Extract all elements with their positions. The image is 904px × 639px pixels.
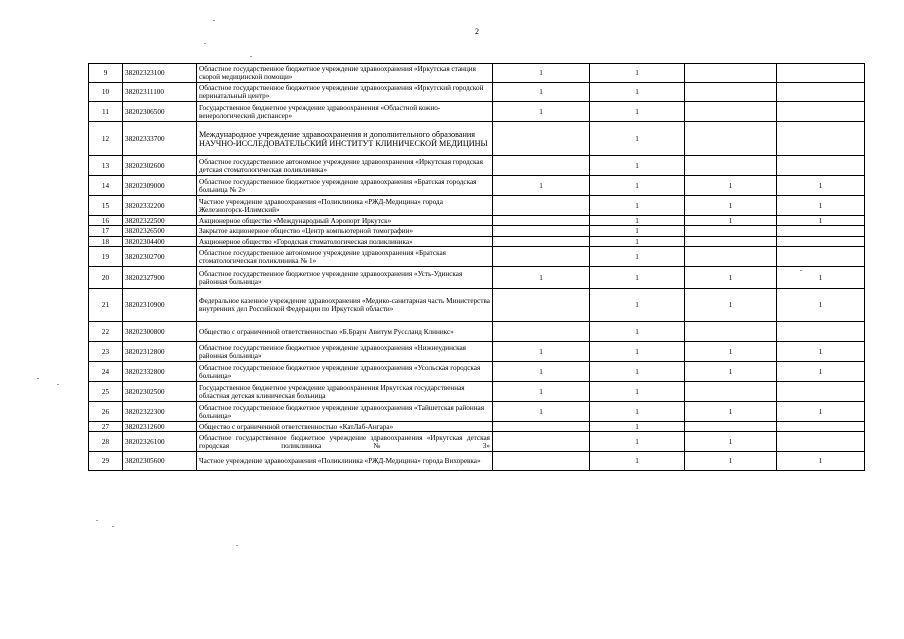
table-row (89, 226, 865, 237)
mark-cell-1: 1 (493, 267, 590, 289)
mark-cell-1 (493, 247, 590, 267)
mark-cell-4: 1 (777, 196, 865, 216)
mark-cell-4 (777, 432, 865, 452)
row-number-cell: 25 (89, 382, 123, 402)
row-number-cell: 21 (89, 289, 123, 322)
mark-cell-4: 1 (777, 176, 865, 196)
org-name-cell: Частное учреждение здравоохранения «Поликлиника «РЖД-Медицина» города Вихоревка» (197, 452, 493, 471)
org-code-cell: 38202332800 (123, 362, 197, 382)
mark-cell-3 (685, 83, 777, 102)
mark-cell-4: 1 (777, 342, 865, 362)
mark-cell-1: 1 (493, 102, 590, 122)
org-code-cell: 38202312600 (123, 422, 197, 432)
table-row (89, 247, 865, 267)
table-row (89, 267, 865, 289)
mark-cell-3: 1 (685, 432, 777, 452)
org-name-cell: Закрытое акционерное общество «Центр компьютерной томографии» (197, 226, 493, 237)
mark-cell-3: 1 (685, 402, 777, 422)
mark-cell-3 (685, 422, 777, 432)
mark-cell-1 (493, 289, 590, 322)
mark-cell-1: 1 (493, 402, 590, 422)
mark-cell-4 (777, 83, 865, 102)
table-row (89, 237, 865, 247)
mark-cell-1 (493, 122, 590, 156)
mark-cell-2: 1 (590, 289, 685, 322)
mark-cell-3 (685, 102, 777, 122)
table-row (89, 83, 865, 102)
table-row (89, 402, 865, 422)
mark-cell-4 (777, 64, 865, 83)
mark-cell-2: 1 (590, 267, 685, 289)
mark-cell-2: 1 (590, 342, 685, 362)
mark-cell-4: 1 (777, 289, 865, 322)
org-code-cell: 38202332200 (123, 196, 197, 216)
row-number-cell: 14 (89, 176, 123, 196)
mark-cell-4: 1 (777, 452, 865, 471)
mark-cell-1: 1 (493, 362, 590, 382)
table-row (89, 196, 865, 216)
org-code-cell: 38202326100 (123, 432, 197, 452)
mark-cell-3 (685, 156, 777, 176)
org-code-cell: 38202322300 (123, 402, 197, 422)
org-name-cell: Областное государственное бюджетное учреждение здравоохранения «Братская городская больница № 2» (197, 176, 493, 196)
page-number: 2 (475, 27, 479, 36)
table-row (89, 322, 865, 342)
row-number-cell: 15 (89, 196, 123, 216)
registry-table (88, 63, 865, 471)
row-number-cell: 16 (89, 216, 123, 226)
mark-cell-3 (685, 247, 777, 267)
org-name-cell: Областное государственное бюджетное учреждение здравоохранения «Тайшетская районная больница» (197, 402, 493, 422)
table-row (89, 216, 865, 226)
mark-cell-2: 1 (590, 322, 685, 342)
mark-cell-4: 1 (777, 362, 865, 382)
org-name-cell: Областное государственное автономное учреждение здравоохранения «Братская стоматологическая поликлиника № 1» (197, 247, 493, 267)
mark-cell-4 (777, 156, 865, 176)
org-code-cell: 38202327900 (123, 267, 197, 289)
org-code-cell: 38202306500 (123, 102, 197, 122)
row-number-cell: 23 (89, 342, 123, 362)
org-name-cell: Акционерное общество «Международный Аэропорт Иркутск» (197, 216, 493, 226)
org-code-cell: 38202326500 (123, 226, 197, 237)
mark-cell-4: 1 (777, 267, 865, 289)
org-name-cell: Акционерное общество «Городская стоматологическая поликлиника» (197, 237, 493, 247)
row-number-cell: 17 (89, 226, 123, 237)
org-name-cell: Областное государственное бюджетное учреждение здравоохранения «Иркутский городской перинатальный центр» (197, 83, 493, 102)
table-row (89, 422, 865, 432)
org-name-cell: Государственное бюджетное учреждение здравоохранения «Областной кожно-венерологический диспансер» (197, 102, 493, 122)
mark-cell-2: 1 (590, 216, 685, 226)
mark-cell-3: 1 (685, 176, 777, 196)
mark-cell-3 (685, 322, 777, 342)
table-row (89, 452, 865, 471)
mark-cell-3: 1 (685, 342, 777, 362)
mark-cell-4: 1 (777, 216, 865, 226)
org-code-cell: 38202322500 (123, 216, 197, 226)
mark-cell-4 (777, 382, 865, 402)
mark-cell-3 (685, 122, 777, 156)
mark-cell-4 (777, 237, 865, 247)
mark-cell-2: 1 (590, 196, 685, 216)
mark-cell-2: 1 (590, 422, 685, 432)
org-name-cell: Общество с ограниченной ответственностью «Б.Браун Авитум Руссланд Клиникс» (197, 322, 493, 342)
mark-cell-1: 1 (493, 83, 590, 102)
mark-cell-2: 1 (590, 402, 685, 422)
mark-cell-1 (493, 422, 590, 432)
org-code-cell: 38202311100 (123, 83, 197, 102)
mark-cell-2: 1 (590, 64, 685, 83)
mark-cell-2: 1 (590, 122, 685, 156)
org-name-cell: Частное учреждение здравоохранения «Поликлиника «РЖД-Медицина» города Железногорск-Илимский» (197, 196, 493, 216)
mark-cell-1: 1 (493, 342, 590, 362)
mark-cell-2: 1 (590, 226, 685, 237)
table-row (89, 156, 865, 176)
mark-cell-4 (777, 422, 865, 432)
mark-cell-4 (777, 322, 865, 342)
row-number-cell: 12 (89, 122, 123, 156)
mark-cell-3: 1 (685, 216, 777, 226)
org-code-cell: 38202302700 (123, 247, 197, 267)
org-code-cell: 38202300800 (123, 322, 197, 342)
mark-cell-3: 1 (685, 196, 777, 216)
mark-cell-3: 1 (685, 267, 777, 289)
mark-cell-2: 1 (590, 176, 685, 196)
mark-cell-4 (777, 226, 865, 237)
org-code-cell: 38202302600 (123, 156, 197, 176)
row-number-cell: 24 (89, 362, 123, 382)
mark-cell-2: 1 (590, 382, 685, 402)
mark-cell-3: 1 (685, 362, 777, 382)
table-row (89, 176, 865, 196)
mark-cell-1 (493, 237, 590, 247)
table-row (89, 102, 865, 122)
table-row (89, 122, 865, 156)
mark-cell-3: 1 (685, 452, 777, 471)
table-row (89, 342, 865, 362)
mark-cell-2: 1 (590, 237, 685, 247)
mark-cell-2: 1 (590, 102, 685, 122)
mark-cell-1 (493, 226, 590, 237)
mark-cell-2: 1 (590, 83, 685, 102)
row-number-cell: 28 (89, 432, 123, 452)
row-number-cell: 11 (89, 102, 123, 122)
org-name-cell: Областное государственное бюджетное учреждение здравоохранения «Иркутская детская городская поликлиника № 3» (197, 432, 493, 452)
org-code-cell: 38202310900 (123, 289, 197, 322)
row-number-cell: 9 (89, 64, 123, 83)
org-code-cell: 38202302500 (123, 382, 197, 402)
row-number-cell: 20 (89, 267, 123, 289)
mark-cell-1 (493, 196, 590, 216)
org-name-cell: Областное государственное бюджетное учреждение здравоохранения «Усть-Удинская районная больница» (197, 267, 493, 289)
org-name-cell: Федеральное казенное учреждение здравоохранения «Медико-санитарная часть Министерства внутренних дел Российской Федерации по Иркутской области» (197, 289, 493, 322)
mark-cell-4 (777, 102, 865, 122)
org-name-cell: Областное государственное бюджетное учреждение здравоохранения «Усольская городская больница» (197, 362, 493, 382)
mark-cell-1: 1 (493, 382, 590, 402)
row-number-cell: 18 (89, 237, 123, 247)
org-name-cell: Государственное бюджетное учреждение здравоохранения Иркутская государственная областная детская клиническая больница (197, 382, 493, 402)
org-name-cell: Общество с ограниченной ответственностью «КатЛаб-Ангара» (197, 422, 493, 432)
mark-cell-3 (685, 237, 777, 247)
org-code-cell: 38202304400 (123, 237, 197, 247)
org-code-cell: 38202312800 (123, 342, 197, 362)
mark-cell-3 (685, 226, 777, 237)
table-row (89, 432, 865, 452)
table-row (89, 362, 865, 382)
mark-cell-1: 1 (493, 176, 590, 196)
mark-cell-2: 1 (590, 247, 685, 267)
org-code-cell: 38202323100 (123, 64, 197, 83)
mark-cell-1 (493, 156, 590, 176)
mark-cell-1 (493, 322, 590, 342)
mark-cell-2: 1 (590, 156, 685, 176)
mark-cell-4 (777, 122, 865, 156)
mark-cell-2: 1 (590, 452, 685, 471)
table-row (89, 382, 865, 402)
org-code-cell: 38202305600 (123, 452, 197, 471)
mark-cell-4: 1 (777, 402, 865, 422)
mark-cell-1 (493, 216, 590, 226)
mark-cell-3 (685, 382, 777, 402)
org-name-cell: Международное учреждение здравоохранения и дополнительного образования НАУЧНО-ИССЛЕДОВАТЕЛЬСКИЙ ИНСТИТУТ КЛИНИЧЕСКОЙ МЕДИЦИНЫ (197, 122, 493, 156)
org-name-cell: Областное государственное бюджетное учреждение здравоохранения «Иркутская станция скорой медицинской помощи» (197, 64, 493, 83)
mark-cell-4 (777, 247, 865, 267)
row-number-cell: 26 (89, 402, 123, 422)
row-number-cell: 22 (89, 322, 123, 342)
org-code-cell: 38202309000 (123, 176, 197, 196)
table-row (89, 64, 865, 83)
row-number-cell: 27 (89, 422, 123, 432)
org-name-cell: Областное государственное автономное учреждение здравоохранения «Иркутская городская детская стоматологическая поликлиника» (197, 156, 493, 176)
row-number-cell: 19 (89, 247, 123, 267)
row-number-cell: 10 (89, 83, 123, 102)
org-code-cell: 38202333700 (123, 122, 197, 156)
mark-cell-3 (685, 64, 777, 83)
mark-cell-1 (493, 432, 590, 452)
row-number-cell: 29 (89, 452, 123, 471)
mark-cell-2: 1 (590, 432, 685, 452)
mark-cell-3: 1 (685, 289, 777, 322)
mark-cell-1: 1 (493, 64, 590, 83)
mark-cell-1 (493, 452, 590, 471)
org-name-cell: Областное государственное бюджетное учреждение здравоохранения «Нижнеудинская районная больница» (197, 342, 493, 362)
table-row (89, 289, 865, 322)
row-number-cell: 13 (89, 156, 123, 176)
mark-cell-2: 1 (590, 362, 685, 382)
